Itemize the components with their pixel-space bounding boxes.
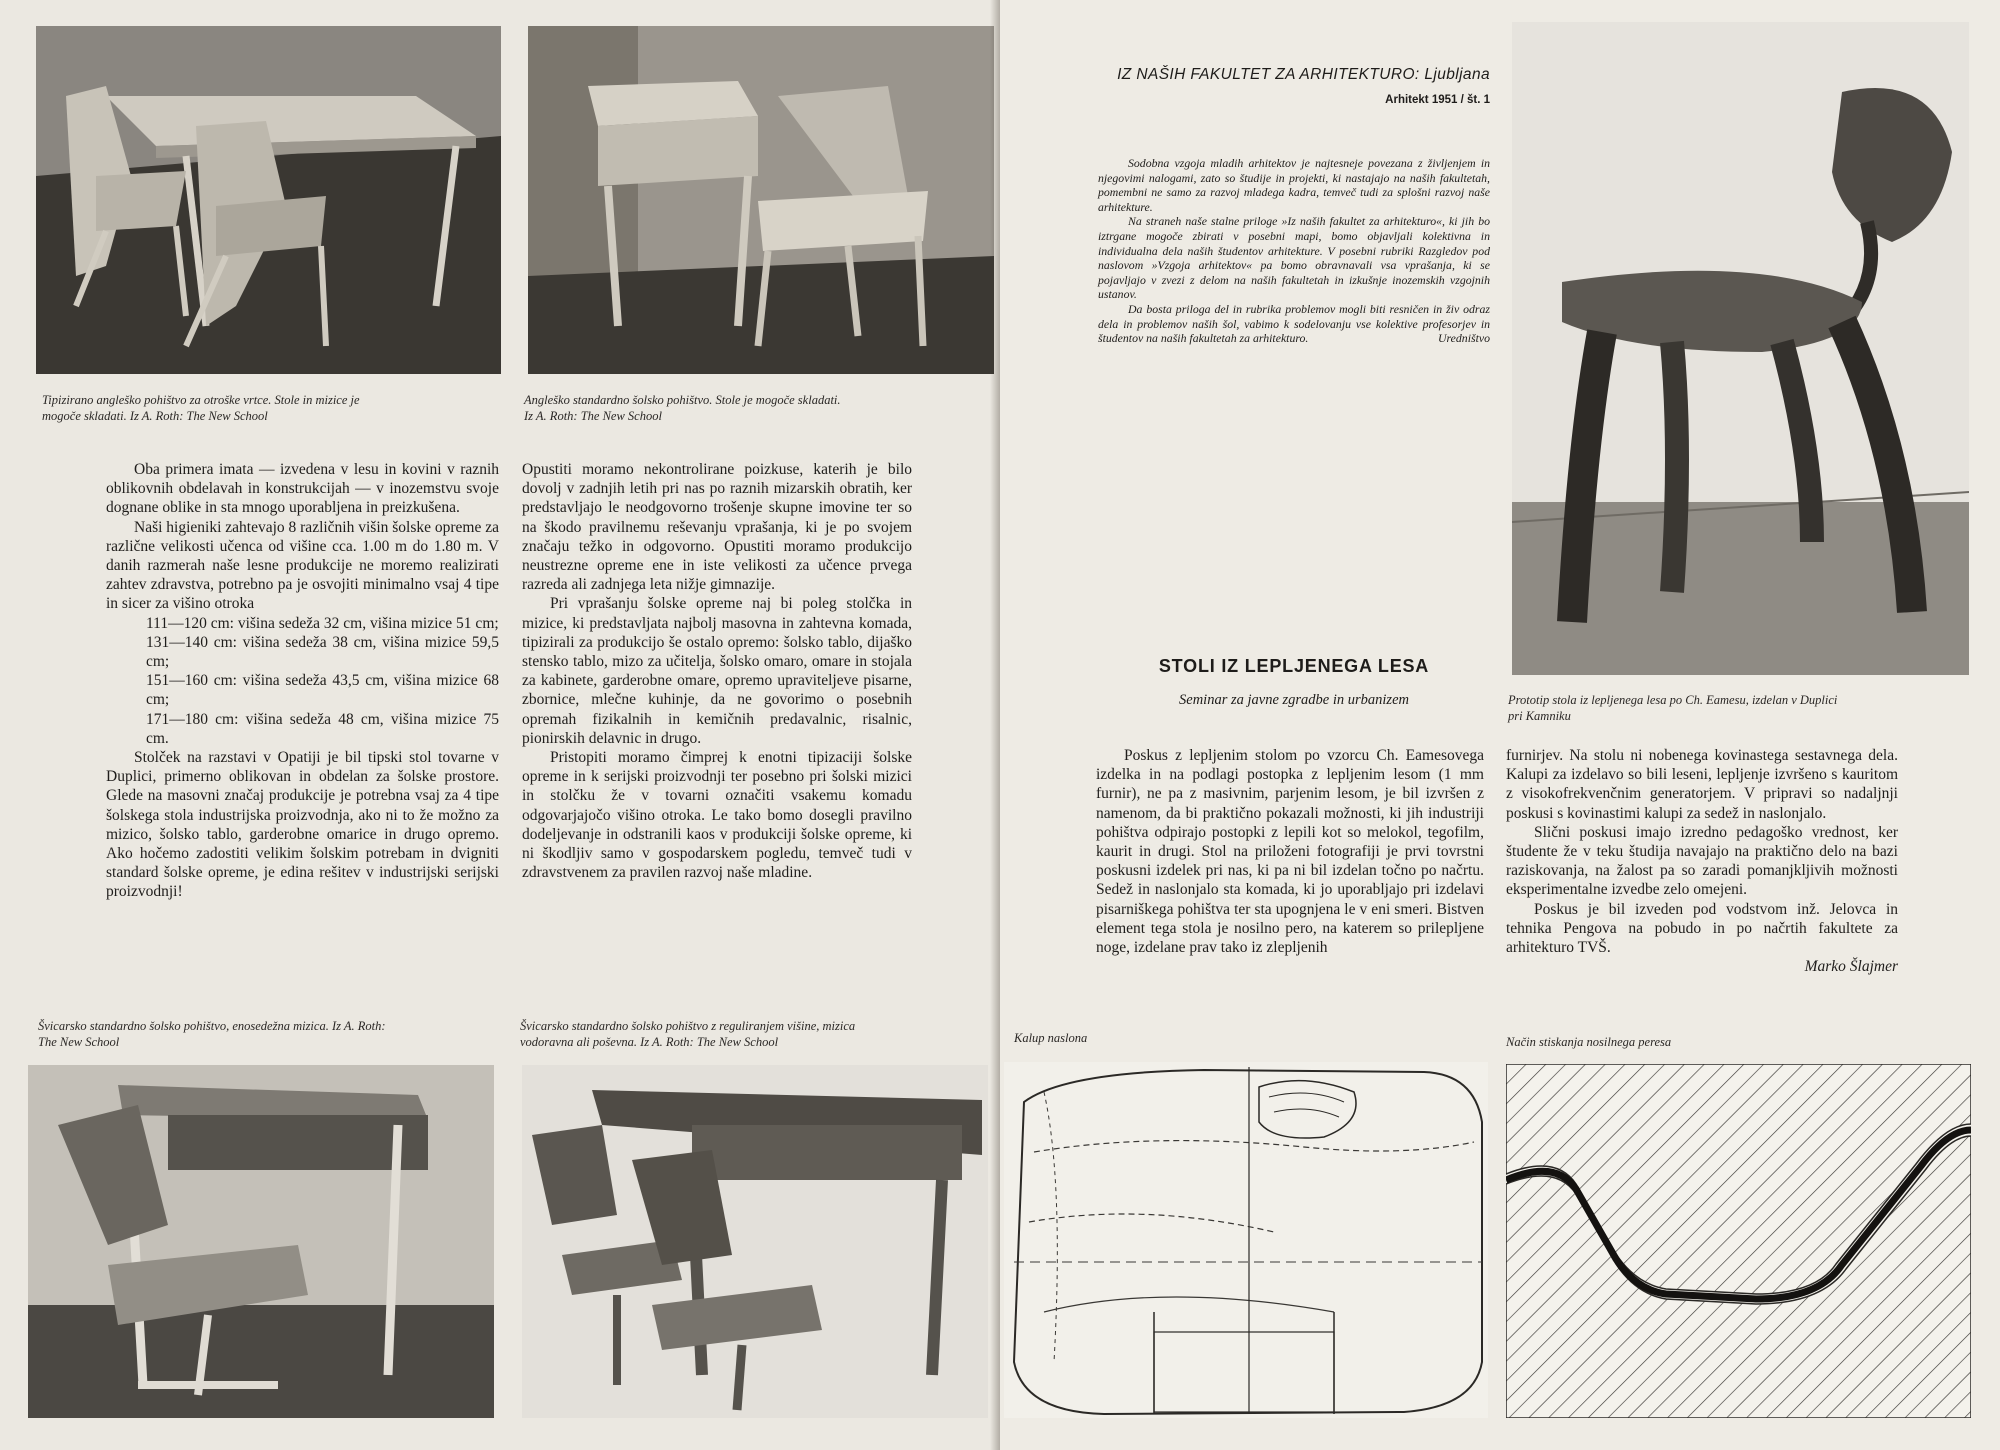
section-header-title: IZ NAŠIH FAKULTET ZA ARHITEKTURO: Ljubljana	[1117, 66, 1490, 83]
editorial-intro: Sodobna vzgoja mladih arhitektov je najtesneje povezana z življenjem in njegovimi nalogami, zato so študije in projekti, ki nastajajo na naših fakultetah, pomembni ne samo za razvoj mladega kadra, temveč tudi za splošni razvoj naše arhitekture. Na straneh naše stalne priloge »Iz naših fakultet za arhitekturo«, ki jih bo iztrgane mogoče zbirati v posebni mapi, bomo objavljali kolektivna in individualna dela naših študentov arhitekture. V posebni rubriki Razgledov pod naslovom »Vzgoja arhitektov« pa bomo obravnavali vsa vprašanja, ki se pojavljajo v zvezi z delom na naših fakultetah in izkušnje inozemskih vzgojnih ustanov. Da bosta priloga del in rubrika problemov mogli biti resničen in živ odraz dela in problemov naših šol, vabimo k sodelovanju vse kolektive profesorjev in študentov na naših fakultetah za arhitekturo. Uredništvo	[1098, 156, 1490, 346]
left-column-2: Opustiti moramo nekontrolirane poizkuse, katerih je bilo dovolj v zadnjih letih pri nas po raznih mizarskih obratih, ker predstavljajo le neodgovorno trošenje skupne imovine ter so na škodo pravilnemu reševanju vprašanja, ki je po svojem značaju težko in odgovorno. Opustiti moramo produkcijo neustrezne opreme ene in iste velikosti za učence prvega razreda ali zadnjega leta nižje gimnazije. Pri vprašanju šolske opreme naj bi poleg stolčka in mizice, ki predstavljata najbolj masovna in zahtevna komada, tipizirali za produkcijo še ostalo opremo: šolsko tablo, dijaško stensko tablo, mizo za učitelja, šolsko omaro, omare in stojala za kabinete, garderobne omare, opremo upraviteljeve pisarne, zbornice, mlečne kuhinje, da ne govorimo o posebnih opremah fizikalnih in kemičnih predavalnic, risalnic, pionirskih delavnic in drugo. Pristopiti moramo čimprej k enotni tipizaciji šolske opreme in k serijski proizvodnji ter posebno pri šolski mizici in stolčku že v tovarni označiti vsakemu komadu odgovarjajočo višino otroka. Le tako bomo dosegli pravilno dodeljevanje in odstranili kaos v produkciji šolske opreme, ki ni škodljiv samo v gospodarskem pogledu, temveč tudi v zdravstvenem za pravilen razvoj naše mladine.	[522, 461, 912, 882]
caption-top-right: Angleško standardno šolsko pohištvo. Stole je mogoče skladati. Iz A. Roth: The New School	[524, 393, 841, 423]
article-subtitle: Seminar za javne zgradbe in urbanizem	[1179, 692, 1409, 708]
editorial-signature: Uredništvo	[1438, 331, 1490, 346]
caption-bottom-right: Švicarsko standardno šolsko pohištvo z reguliranjem višine, mizica vodoravna ali poševna. Iz A. Roth: The New School	[520, 1019, 856, 1049]
issue-label: Arhitekt 1951 / št. 1	[1385, 94, 1490, 106]
caption-press-drawing: Način stiskanja nosilnega peresa	[1506, 1035, 1672, 1049]
article-author: Marko Šlajmer	[1804, 958, 1898, 976]
article-column-1: Poskus z lepljenim stolom po vzorcu Ch. Eamesovega izdelka in na podlagi postopka z lepljenim lesom (1 mm furnir), ne pa z masivnim, parjenim lesom, je bil izvršen z namenom, da bi praktično pokazali možnosti, ki jih industriji pohištva odpirajo postopki z lepili kot so melokol, tegofilm, kaurit in drugi. Stol na priloženi fotografiji je prvi tovrstni poskusni izdelek pri nas, ki pa ni bil izdelan točno po načrtu. Sedež in naslonjalo sta komada, ki jo uporabljajo pri izdelavi pisarniškega pohištva ter sta upognjena le v eni smeri. Bistven element tega stola je nosilno pero, na katerem so prilepljene noge, izdelane prav tako iz zlepljenih	[1096, 747, 1484, 957]
photo-eames-chair-prototype	[1512, 22, 1969, 675]
left-column-1: Oba primera imata — izvedena v lesu in kovini v raznih oblikovnih obdelavah in konstrukcijah — v inozemstvu svoje dognane oblike in sta mnogo uporabljena in preizkušena. Naši higieniki zahtevajo 8 različnih višin šolske opreme za različne velikosti učenca od višine cca. 1.00 m do 1.80 m. V danih razmerah naše lesne produkcije ne moremo realizirati zahtev zdravstva, potrebno pa je osvojiti minimalno vsaj 4 tipe in sicer za višino otroka 111—120 cm: višina sedeža 32 cm, višina mizice 51 cm; 131—140 cm: višina sedeža 38 cm, višina mizice 59,5 cm; 151—160 cm: višina sedeža 43,5 cm, višina mizice 68 cm; 171—180 cm: višina sedeža 48 cm, višina mizice 75 cm. Stolček na razstavi v Opatiji je bil tipski stol tovarne v Duplici, primerno oblikovan in obdelan za šolske prostore. Glede na masovni značaj produkcije je potrebna vsaj za 4 tipe šolskega stola industrijska proizvodnja, ako ni to že možno za mizico, šolsko tablo, garderobne omarice in drugo opremo. Ako hočemo zadostiti velikim šolskim potrebam in dvigniti standard šolske opreme, je edina rešitev v industrijski serijski proizvodnji!	[106, 461, 499, 901]
article-title: STOLI IZ LEPLJENEGA LESA	[1158, 656, 1430, 676]
photo-english-school-furniture	[528, 26, 994, 374]
drawing-backrest-mold	[1004, 1062, 1488, 1418]
photo-swiss-single-desk	[28, 1065, 494, 1418]
caption-top-left: Tipizirano angleško pohištvo za otroške vrtce. Stole in mizice je mogoče skladati. Iz A. Roth: The New School	[42, 393, 360, 423]
article-column-2: furnirjev. Na stolu ni nobenega kovinastega sestavnega dela. Kalupi za izdelavo so bili leseni, lepljenje izvršeno s kauritom z visokofrekvenčnim generatorjem. V pripravi so nadaljnji poskusi s kovinastimi kalupi za sedež in naslonjalo. Slični poskusi imajo izredno pedagoško vrednost, ker študente že v teku študija navajajo na praktično delo na bazi raziskovanja, na žalost pa so zaradi pomanjkljivih možnosti eksperimentalne izvedbe zelo omejeni. Poskus je bil izveden pod vodstvom inž. Jelovca in tehnika Pengova na pobudo in po načrtih fakultete za arhitekturo TVŠ. Marko Šlajmer	[1506, 747, 1898, 976]
photo-nursery-furniture	[36, 26, 501, 374]
drawing-press-method	[1506, 1064, 1971, 1418]
photo-swiss-adjustable-desk	[522, 1065, 988, 1418]
caption-chair: Prototip stola iz lepljenega lesa po Ch. Eamesu, izdelan v Duplici pri Kamniku	[1508, 693, 1838, 723]
caption-mold-drawing: Kalup naslona	[1014, 1031, 1088, 1045]
caption-bottom-left: Švicarsko standardno šolsko pohištvo, enosedežna mizica. Iz A. Roth: The New School	[38, 1019, 386, 1049]
